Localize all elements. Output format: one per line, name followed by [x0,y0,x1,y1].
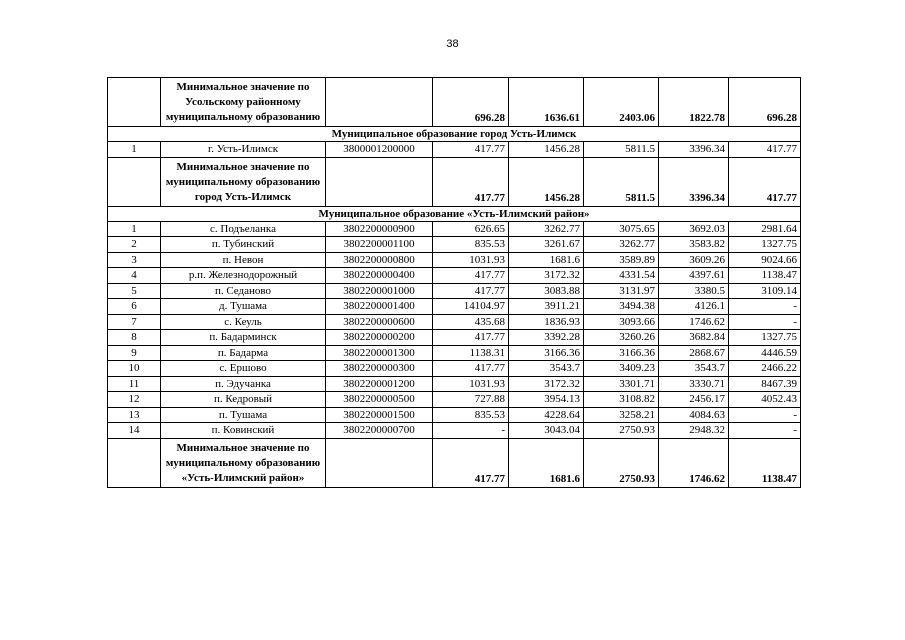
section-header [108,127,801,142]
settlement-code: 3802200000700 [326,423,433,439]
value-cell: 3166.36 [584,345,659,361]
row-number: 5 [108,283,161,299]
settlement-name: с. Подъеланка [161,221,326,237]
value-cell: 1138.31 [433,345,509,361]
table-row [108,252,801,268]
settlement-code: 3802200000900 [326,221,433,237]
value-cell: 3609.26 [659,252,729,268]
minimum-value: 696.28 [729,78,801,127]
table-row [108,345,801,361]
minimum-value: 417.77 [433,438,509,487]
value-cell: 1138.47 [729,268,801,284]
table-row [108,221,801,237]
value-cell: 835.53 [433,237,509,253]
value-cell: 3075.65 [584,221,659,237]
settlement-code: 3802200001100 [326,237,433,253]
row-number: 8 [108,330,161,346]
value-cell: 5811.5 [584,142,659,158]
settlement-name: п. Тубинский [161,237,326,253]
settlement-code: 3802200000200 [326,330,433,346]
value-cell: 1031.93 [433,376,509,392]
settlement-code: 3802200001200 [326,376,433,392]
value-cell: 3692.03 [659,221,729,237]
value-cell: 3131.97 [584,283,659,299]
row-number: 1 [108,221,161,237]
value-cell: 417.77 [433,330,509,346]
settlement-name: п. Невон [161,252,326,268]
empty-cell [326,78,433,127]
value-cell: 8467.39 [729,376,801,392]
table-row [108,423,801,439]
tariff-table [107,77,801,488]
settlement-code: 3802200001500 [326,407,433,423]
table-row [108,376,801,392]
settlement-name: г. Усть-Илимск [161,142,326,158]
settlement-code: 3802200001300 [326,345,433,361]
minimum-value: 2750.93 [584,438,659,487]
table-row [108,361,801,377]
settlement-name: с. Кеуль [161,314,326,330]
table-body [108,78,801,488]
minimum-row [108,78,801,127]
settlement-code: 3802200000600 [326,314,433,330]
row-number: 1 [108,142,161,158]
value-cell: 835.53 [433,407,509,423]
value-cell: - [729,314,801,330]
value-cell: 3262.77 [509,221,584,237]
table-row [108,330,801,346]
value-cell: 417.77 [433,142,509,158]
page-number: 38 [446,38,459,50]
value-cell: 1681.6 [509,252,584,268]
value-cell: 2466.22 [729,361,801,377]
minimum-value: 696.28 [433,78,509,127]
empty-cell [108,438,161,487]
value-cell: 4397.61 [659,268,729,284]
settlement-name: р.п. Железнодорожный [161,268,326,284]
value-cell: 9024.66 [729,252,801,268]
value-cell: 4331.54 [584,268,659,284]
value-cell: 1746.62 [659,314,729,330]
value-cell: 3262.77 [584,237,659,253]
value-cell: - [433,423,509,439]
settlement-code: 3802200001400 [326,299,433,315]
value-cell: 3043.04 [509,423,584,439]
value-cell: 3166.36 [509,345,584,361]
minimum-value: 1681.6 [509,438,584,487]
minimum-label: Минимальное значение по Усольскому районному муниципальному образованию [161,78,326,127]
value-cell: 417.77 [433,361,509,377]
value-cell: - [729,299,801,315]
value-cell: 3172.32 [509,268,584,284]
empty-cell [326,157,433,206]
row-number: 14 [108,423,161,439]
table-row [108,299,801,315]
minimum-value: 1636.61 [509,78,584,127]
value-cell: 4052.43 [729,392,801,408]
settlement-code: 3802200001000 [326,283,433,299]
settlement-name: п. Кедровый [161,392,326,408]
value-cell: 3583.82 [659,237,729,253]
minimum-value: 1138.47 [729,438,801,487]
minimum-row [108,157,801,206]
value-cell: 3260.26 [584,330,659,346]
minimum-label: Минимальное значение по муниципальному образованию город Усть-Илимск [161,157,326,206]
value-cell: 3396.34 [659,142,729,158]
value-cell: - [729,407,801,423]
row-number: 10 [108,361,161,377]
minimum-value: 3396.34 [659,157,729,206]
value-cell: 727.88 [433,392,509,408]
empty-cell [326,438,433,487]
value-cell: 3093.66 [584,314,659,330]
row-number: 12 [108,392,161,408]
table-row [108,392,801,408]
value-cell: 3109.14 [729,283,801,299]
table-row [108,407,801,423]
value-cell: 3258.21 [584,407,659,423]
settlement-code: 3802200000400 [326,268,433,284]
minimum-value: 2403.06 [584,78,659,127]
row-number: 7 [108,314,161,330]
value-cell: 4126.1 [659,299,729,315]
row-number: 11 [108,376,161,392]
value-cell: 3543.7 [659,361,729,377]
value-cell: 3261.67 [509,237,584,253]
value-cell: 4446.59 [729,345,801,361]
table-row [108,237,801,253]
table-row [108,142,801,158]
section-title: Муниципальное образование «Усть-Илимский район» [108,206,801,221]
value-cell: - [729,423,801,439]
minimum-row [108,438,801,487]
value-cell: 2456.17 [659,392,729,408]
value-cell: 3330.71 [659,376,729,392]
section-title: Муниципальное образование город Усть-Илимск [108,127,801,142]
value-cell: 3392.28 [509,330,584,346]
row-number: 6 [108,299,161,315]
value-cell: 3911.21 [509,299,584,315]
value-cell: 2948.32 [659,423,729,439]
value-cell: 2981.64 [729,221,801,237]
minimum-value: 1456.28 [509,157,584,206]
value-cell: 2868.67 [659,345,729,361]
value-cell: 3409.23 [584,361,659,377]
settlement-code: 3802200000500 [326,392,433,408]
row-number: 3 [108,252,161,268]
value-cell: 1327.75 [729,330,801,346]
table-row [108,268,801,284]
value-cell: 3108.82 [584,392,659,408]
minimum-value: 1746.62 [659,438,729,487]
settlement-code: 3802200000300 [326,361,433,377]
value-cell: 3682.84 [659,330,729,346]
row-number: 13 [108,407,161,423]
settlement-name: п. Седаново [161,283,326,299]
minimum-value: 5811.5 [584,157,659,206]
row-number: 9 [108,345,161,361]
empty-cell [108,157,161,206]
minimum-label: Минимальное значение по муниципальному образованию «Усть-Илимский район» [161,438,326,487]
value-cell: 1031.93 [433,252,509,268]
value-cell: 3589.89 [584,252,659,268]
value-cell: 2750.93 [584,423,659,439]
value-cell: 435.68 [433,314,509,330]
value-cell: 14104.97 [433,299,509,315]
empty-cell [108,78,161,127]
value-cell: 1327.75 [729,237,801,253]
value-cell: 3301.71 [584,376,659,392]
table-row [108,314,801,330]
value-cell: 626.65 [433,221,509,237]
value-cell: 3172.32 [509,376,584,392]
settlement-name: п. Бадарма [161,345,326,361]
settlement-name: п. Ковинский [161,423,326,439]
value-cell: 417.77 [433,268,509,284]
value-cell: 3954.13 [509,392,584,408]
row-number: 4 [108,268,161,284]
value-cell: 3380.5 [659,283,729,299]
value-cell: 3494.38 [584,299,659,315]
minimum-value: 1822.78 [659,78,729,127]
value-cell: 3083.88 [509,283,584,299]
settlement-name: п. Бадарминск [161,330,326,346]
value-cell: 1456.28 [509,142,584,158]
row-number: 2 [108,237,161,253]
section-header [108,206,801,221]
settlement-name: п. Тушама [161,407,326,423]
value-cell: 417.77 [729,142,801,158]
value-cell: 1836.93 [509,314,584,330]
value-cell: 417.77 [433,283,509,299]
value-cell: 3543.7 [509,361,584,377]
table-row [108,283,801,299]
settlement-name: д. Тушама [161,299,326,315]
settlement-name: с. Ершово [161,361,326,377]
value-cell: 4084.63 [659,407,729,423]
minimum-value: 417.77 [433,157,509,206]
settlement-name: п. Эдучанка [161,376,326,392]
value-cell: 4228.64 [509,407,584,423]
minimum-value: 417.77 [729,157,801,206]
settlement-code: 3800001200000 [326,142,433,158]
settlement-code: 3802200000800 [326,252,433,268]
